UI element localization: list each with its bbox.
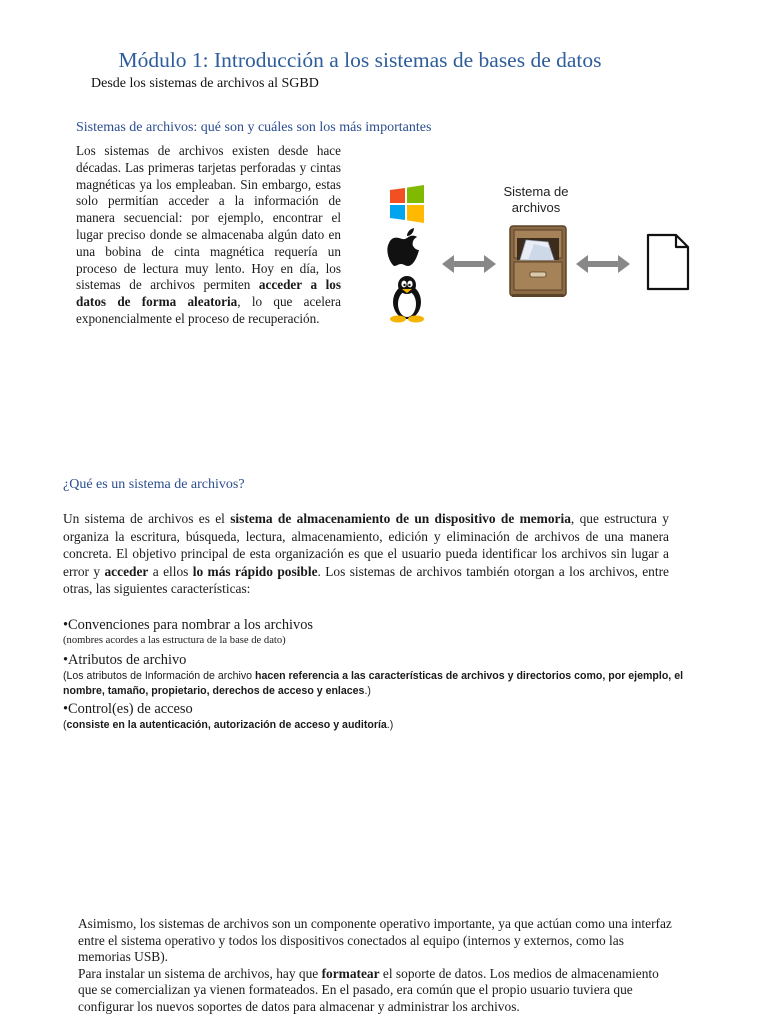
intro-text-bold: acceder a los datos de forma aleatoria [76,277,341,310]
closing-text-2-bold: formatear [321,965,380,981]
file-system-diagram [380,180,700,330]
feature-note-text: ( [63,719,67,731]
intro-text-b: , lo que acelera exponencialmente el proceso de recuperación. [76,294,341,326]
closing-text-2c: el soporte de datos. Los medios de almacenamiento que se comercializan ya vienen formateados. En el pasado, era común que el propio usuario tuviera que configurar los nuevos soportes de datos para almacenar y administrar los archivos. [78,965,659,1014]
feature-note-end: .) [364,685,371,697]
feature-naming [63,617,703,648]
file-cabinet-icon [510,226,566,297]
feature-note [63,718,703,733]
page-subtitle: Desde los sistemas de archivos al SGBD [91,76,319,91]
closing-paragraph [78,916,672,1016]
feature-note-bold: consiste en la autenticación, autorización de acceso y auditoría [66,719,387,731]
feature-attributes [63,652,703,699]
section-heading-file-systems: Sistemas de archivos: qué son y cuáles son los más importantes [76,120,432,135]
feature-note-text: (Los atributos de Información de archivo [63,670,255,682]
windows-logo-icon [390,185,424,223]
definition-bold-2: acceder [104,563,149,579]
feature-access-control [63,701,703,733]
definition-bold-3: lo más rápido posible [192,563,318,579]
apple-logo-icon [387,228,419,266]
diagram-label: Sistema de archivos [503,184,569,215]
feature-note [63,669,703,699]
feature-title: •Convenciones para nombrar a los archivos [63,617,314,633]
closing-text-2 [78,966,672,1016]
definition-bold-1: sistema de almacenamiento de un dispositivo de memoria [230,511,571,526]
section-heading-what-is: ¿Qué es un sistema de archivos? [63,477,245,492]
bidirectional-arrow-right [576,255,630,273]
closing-text-2a: Para instalar un sistema de archivos, hay que [78,965,322,981]
feature-note-bold: hacen referencia a las características de archivos y directorios como, por ejemplo, el nombre, tamaño, propietario, derechos de acceso y enlaces [63,670,684,697]
closing-text-1: Asimismo, los sistemas de archivos son un componente operativo importante, ya que actúan como una interfaz entre el sistema operativo y todos los dispositivos conectados al equipo (internos y externos, como las memorias USB). [78,916,672,965]
intro-paragraph [76,143,341,328]
feature-title: •Atributos de archivo [63,652,187,668]
definition-paragraph [63,510,669,598]
definition-text-2: , que estructura y organiza la escritura, búsqueda, lectura, almacenamiento, edición y eliminación de archivos de una manera concreta. El objetivo principal de esta organización es que el usuario pueda identificar los archivos sin lugar a error y [63,511,670,579]
definition-text-4: . Los sistemas de archivos también otorgan a los archivos, entre otras, las siguientes características: [63,563,669,597]
intro-text-a: Los sistemas de archivos existen desde hace décadas. Las primeras tarjetas perforadas y cintas magnéticas ya los empleaban. Sin embargo, estas solo permitían acceder a la información de manera secuencial: por ejemplo, encontrar el lugar preciso donde se almacenaba algún dato en una bobina de cinta magnética requería un proceso de lectura muy lento. Hoy en día, los sistemas de archivos permiten [76,143,341,293]
document-icon [648,235,688,289]
linux-tux-icon [390,276,424,323]
bidirectional-arrow-left [442,255,496,273]
feature-title: •Control(es) de acceso [63,701,193,717]
page-title: Módulo 1: Introducción a los sistemas de bases de datos [118,48,602,72]
definition-text-1: Un sistema de archivos es el [63,511,231,526]
feature-note: (nombres acordes a las estructura de la base de dato) [63,635,286,646]
definition-text-3: a ellos [148,563,193,579]
feature-note-end: .) [386,719,394,731]
